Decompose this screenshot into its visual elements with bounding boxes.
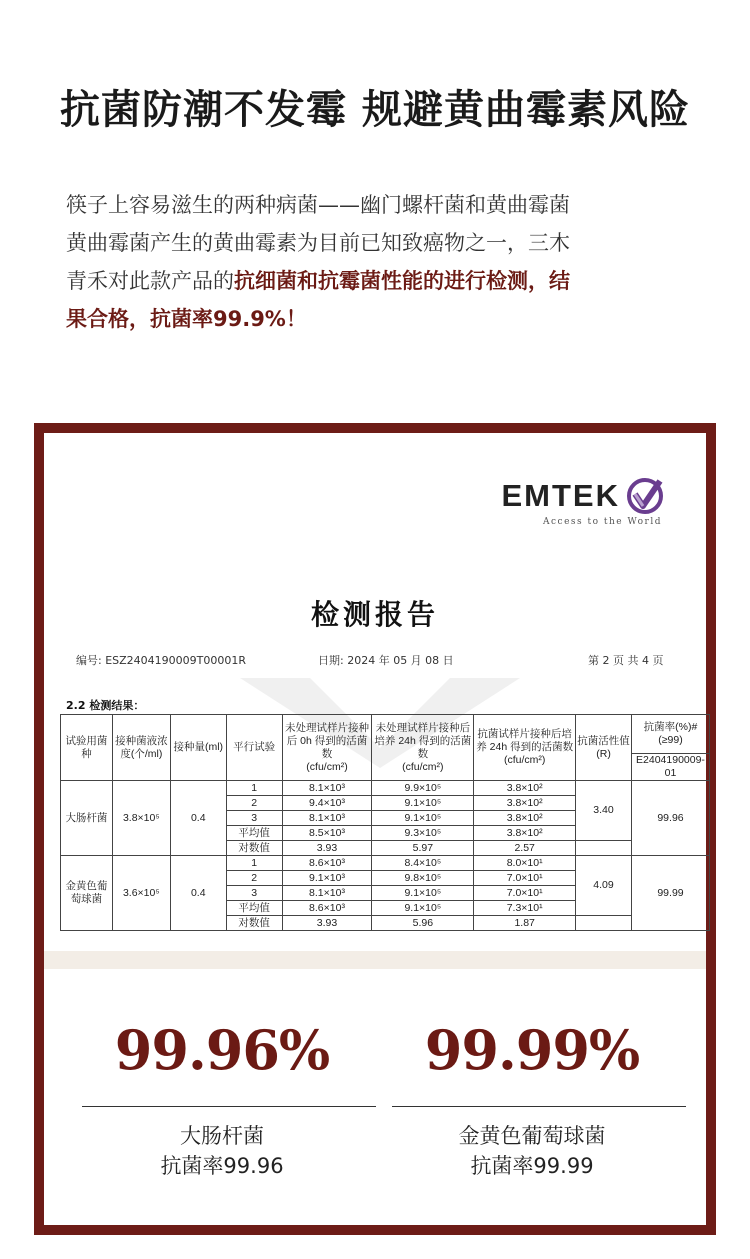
cell-untreated-0h: 9.4×10³ <box>282 796 372 811</box>
report-card <box>44 433 706 1225</box>
headline: 抗菌防潮不发霉 规避黄曲霉素风险 <box>60 87 690 133</box>
rate-value: 99.99 <box>631 856 709 931</box>
header-activity: 抗菌活性值(R) <box>576 715 632 781</box>
report-frame <box>34 423 716 1235</box>
emtek-checkmark-icon <box>624 475 666 517</box>
volume: 0.4 <box>170 781 226 856</box>
cell-treated-24h: 7.0×10¹ <box>474 886 576 901</box>
cell-untreated-0h: 8.6×10³ <box>282 901 372 916</box>
stat-block-ecoli <box>72 1018 372 1178</box>
strain-name: 金黄色葡萄球菌 <box>61 856 113 931</box>
row-label: 平均值 <box>226 901 282 916</box>
stat-block-staph <box>382 1018 682 1178</box>
cell-untreated-0h: 8.5×10³ <box>282 826 372 841</box>
cell-untreated-24h: 9.1×10⁵ <box>372 811 474 826</box>
rate-value: 99.96 <box>631 781 709 856</box>
intro-text: 青禾对此款产品的 <box>66 269 234 293</box>
header-parallel: 平行试验 <box>226 715 282 781</box>
header-untreated-24h: 未处理试样片接种后培养 24h 得到的活菌数 (cfu/cm²) <box>372 715 474 781</box>
cell-treated-24h: 3.8×10² <box>474 781 576 796</box>
row-label: 2 <box>226 796 282 811</box>
intro-line: 筷子上容易滋生的两种病菌——幽门螺杆菌和黄曲霉菌 <box>66 193 570 217</box>
stat-rate: 抗菌率99.96 <box>160 1154 284 1178</box>
cell-untreated-24h: 9.9×10⁵ <box>372 781 474 796</box>
header-strain: 试验用菌种 <box>61 715 113 781</box>
header-treated-24h: 抗菌试样片接种后培养 24h 得到的活菌数 (cfu/cm²) <box>474 715 576 781</box>
logo-tagline: Access to the World <box>542 517 662 527</box>
cell-treated-24h: 7.3×10¹ <box>474 901 576 916</box>
row-label: 对数值 <box>226 841 282 856</box>
header-untreated-0h: 未处理试样片接种后 0h 得到的活菌数 (cfu/cm²) <box>282 715 372 781</box>
divider-band <box>44 951 706 969</box>
header-volume: 接种量(ml) <box>170 715 226 781</box>
row-label: 3 <box>226 811 282 826</box>
volume: 0.4 <box>170 856 226 931</box>
cell-untreated-24h: 9.3×10⁵ <box>372 826 474 841</box>
report-title: 检测报告 <box>310 598 439 631</box>
cell-untreated-0h: 8.1×10³ <box>282 811 372 826</box>
intro-line: 黄曲霉菌产生的黄曲霉素为目前已知致癌物之一，三木 <box>66 231 570 255</box>
activity-value: 3.40 <box>576 781 632 841</box>
test-report-image <box>44 433 706 956</box>
row-label: 平均值 <box>226 826 282 841</box>
activity-empty <box>576 841 632 856</box>
cell-untreated-24h: 5.96 <box>372 916 474 931</box>
cell-treated-24h: 1.87 <box>474 916 576 931</box>
stat-rate: 抗菌率99.99 <box>470 1154 594 1178</box>
intro-paragraph <box>66 186 691 338</box>
activity-empty <box>576 916 632 931</box>
row-label: 1 <box>226 856 282 871</box>
stat-name: 金黄色葡萄球菌 <box>458 1124 606 1148</box>
strain-name: 大肠杆菌 <box>61 781 113 856</box>
row-label: 2 <box>226 871 282 886</box>
activity-value: 4.09 <box>576 856 632 916</box>
cell-untreated-0h: 8.6×10³ <box>282 856 372 871</box>
results-table <box>60 714 710 931</box>
header-rate: 抗菌率(%)# (≥99) <box>631 715 709 754</box>
cell-treated-24h: 8.0×10¹ <box>474 856 576 871</box>
cell-treated-24h: 3.8×10² <box>474 796 576 811</box>
cell-untreated-24h: 9.1×10⁵ <box>372 796 474 811</box>
cell-treated-24h: 3.8×10² <box>474 811 576 826</box>
row-label: 1 <box>226 781 282 796</box>
stat-divider <box>82 1106 376 1107</box>
stat-value: 99.99% <box>424 1018 640 1082</box>
cell-untreated-0h: 3.93 <box>282 841 372 856</box>
intro-line <box>66 262 691 300</box>
report-number: 编号: ESZ2404190009T00001R <box>76 654 247 667</box>
cell-untreated-24h: 9.1×10⁵ <box>372 886 474 901</box>
section-title: 2.2 检测结果： <box>66 699 145 712</box>
stat-value: 99.96% <box>114 1018 330 1082</box>
cell-treated-24h: 7.0×10¹ <box>474 871 576 886</box>
cell-untreated-24h: 5.97 <box>372 841 474 856</box>
intro-highlight: 果合格，抗菌率99.9%！ <box>66 307 307 331</box>
report-date: 日期: 2024 年 05 月 08 日 <box>318 654 454 667</box>
stat-divider <box>392 1106 686 1107</box>
concentration: 3.8×10⁵ <box>112 781 170 856</box>
cell-untreated-24h: 8.4×10⁵ <box>372 856 474 871</box>
logo-text: EMTEK <box>501 478 620 513</box>
cell-treated-24h: 2.57 <box>474 841 576 856</box>
concentration: 3.6×10⁵ <box>112 856 170 931</box>
cell-untreated-0h: 8.1×10³ <box>282 886 372 901</box>
cell-untreated-0h: 8.1×10³ <box>282 781 372 796</box>
row-label: 3 <box>226 886 282 901</box>
header-concentration: 接种菌液浓度(个/ml) <box>112 715 170 781</box>
cell-untreated-24h: 9.8×10⁵ <box>372 871 474 886</box>
report-page: 第 2 页 共 4 页 <box>588 654 664 667</box>
row-label: 对数值 <box>226 916 282 931</box>
cell-untreated-0h: 9.1×10³ <box>282 871 372 886</box>
cell-untreated-24h: 9.1×10⁵ <box>372 901 474 916</box>
cell-treated-24h: 3.8×10² <box>474 826 576 841</box>
header-sample-id: E2404190009-01 <box>631 754 709 781</box>
stat-name: 大肠杆菌 <box>180 1124 264 1148</box>
emtek-logo <box>502 475 667 527</box>
cell-untreated-0h: 3.93 <box>282 916 372 931</box>
intro-highlight: 抗细菌和抗霉菌性能的进行检测，结 <box>234 269 570 293</box>
